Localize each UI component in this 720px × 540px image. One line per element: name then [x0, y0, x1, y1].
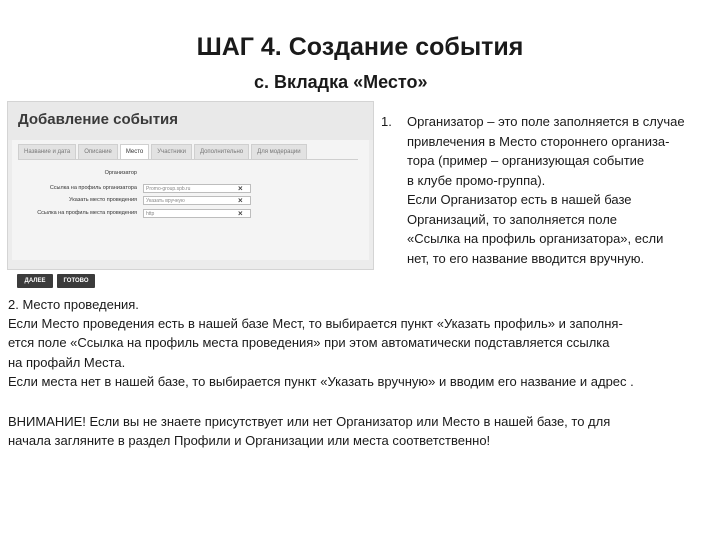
place-link-input[interactable]: http	[143, 209, 251, 218]
warning-line: начала загляните в раздел Профили и Организации или места соответственно!	[8, 433, 491, 449]
organizer-label: Ссылка на профиль организатора	[49, 185, 137, 191]
slide-subtitle: с. Вкладка «Место»	[254, 72, 428, 92]
embedded-screenshot	[7, 101, 374, 284]
point1-line: Если Организатор есть в нашей базе	[407, 192, 632, 207]
point2-line: 2. Место проведения.	[8, 297, 139, 312]
place-link-label: Ссылка на профиль места проведения	[37, 210, 137, 216]
tab-description[interactable]: Описание	[78, 144, 118, 160]
screenshot-header	[8, 102, 373, 140]
slide-title: ШАГ 4. Создание события	[196, 33, 524, 61]
screenshot-title: Добавление события	[18, 111, 179, 128]
point1-line: нет, то его название вводится вручную.	[407, 250, 645, 266]
organizer-link-input[interactable]: Promo-group.spb.ru	[143, 184, 251, 193]
close-icon[interactable]: ×	[238, 196, 243, 205]
tab-divider	[18, 159, 358, 160]
point1-text	[407, 112, 717, 268]
point1-line: Организатор – это поле заполняется в случае	[407, 114, 685, 129]
place-mode-label: Указать место проведения	[68, 197, 137, 203]
warning-line: ВНИМАНИЕ! Если вы не знаете присутствует или нет Организатор или Место в нашей базе, то для	[8, 414, 611, 429]
tab-additional[interactable]: Дополнительно	[194, 144, 249, 160]
point1-line: Организаций, то заполняется поле	[407, 211, 618, 227]
point1-line: «Ссылка на профиль организатора», если	[407, 231, 664, 246]
section-label: Организатор	[104, 170, 137, 176]
point1-number: 1.	[381, 114, 392, 129]
done-button[interactable]: ГОТОВО	[57, 274, 95, 288]
point2-text	[8, 295, 716, 391]
point1-line: в клубе промо-группа).	[407, 172, 546, 188]
warning-text	[8, 412, 716, 450]
next-button[interactable]: ДАЛЕЕ	[17, 274, 53, 288]
section-row	[12, 169, 369, 179]
event-form	[12, 140, 369, 284]
point2-line: ется поле «Ссылка на профиль места проведения» при этом автоматически подставляется ссылка	[8, 335, 610, 351]
tab-bar	[18, 144, 309, 159]
close-icon[interactable]: ×	[238, 209, 243, 218]
point2-line: на профайл Места.	[8, 354, 126, 370]
place-mode-row	[12, 196, 369, 206]
place-link-row	[12, 209, 369, 219]
point1-line: тора (пример – организующая событие	[407, 153, 645, 168]
tab-name-date[interactable]: Название и дата	[18, 144, 76, 160]
place-mode-select[interactable]: Указать вручную	[143, 196, 251, 205]
point2-line: Если места нет в нашей базе, то выбирается пункт «Указать вручную» и вводим его название и адрес .	[8, 373, 634, 389]
organizer-row	[12, 184, 369, 194]
close-icon[interactable]: ×	[238, 184, 243, 193]
point2-line: Если Место проведения есть в нашей базе Мест, то выбирается пункт «Указать профиль» и заполня-	[8, 316, 623, 332]
tab-place[interactable]: Место	[120, 144, 149, 160]
point1-line: привлечения в Место стороннего организа-	[407, 133, 670, 149]
tab-participants[interactable]: Участники	[151, 144, 192, 160]
tab-moderation[interactable]: Для модерации	[251, 144, 306, 160]
